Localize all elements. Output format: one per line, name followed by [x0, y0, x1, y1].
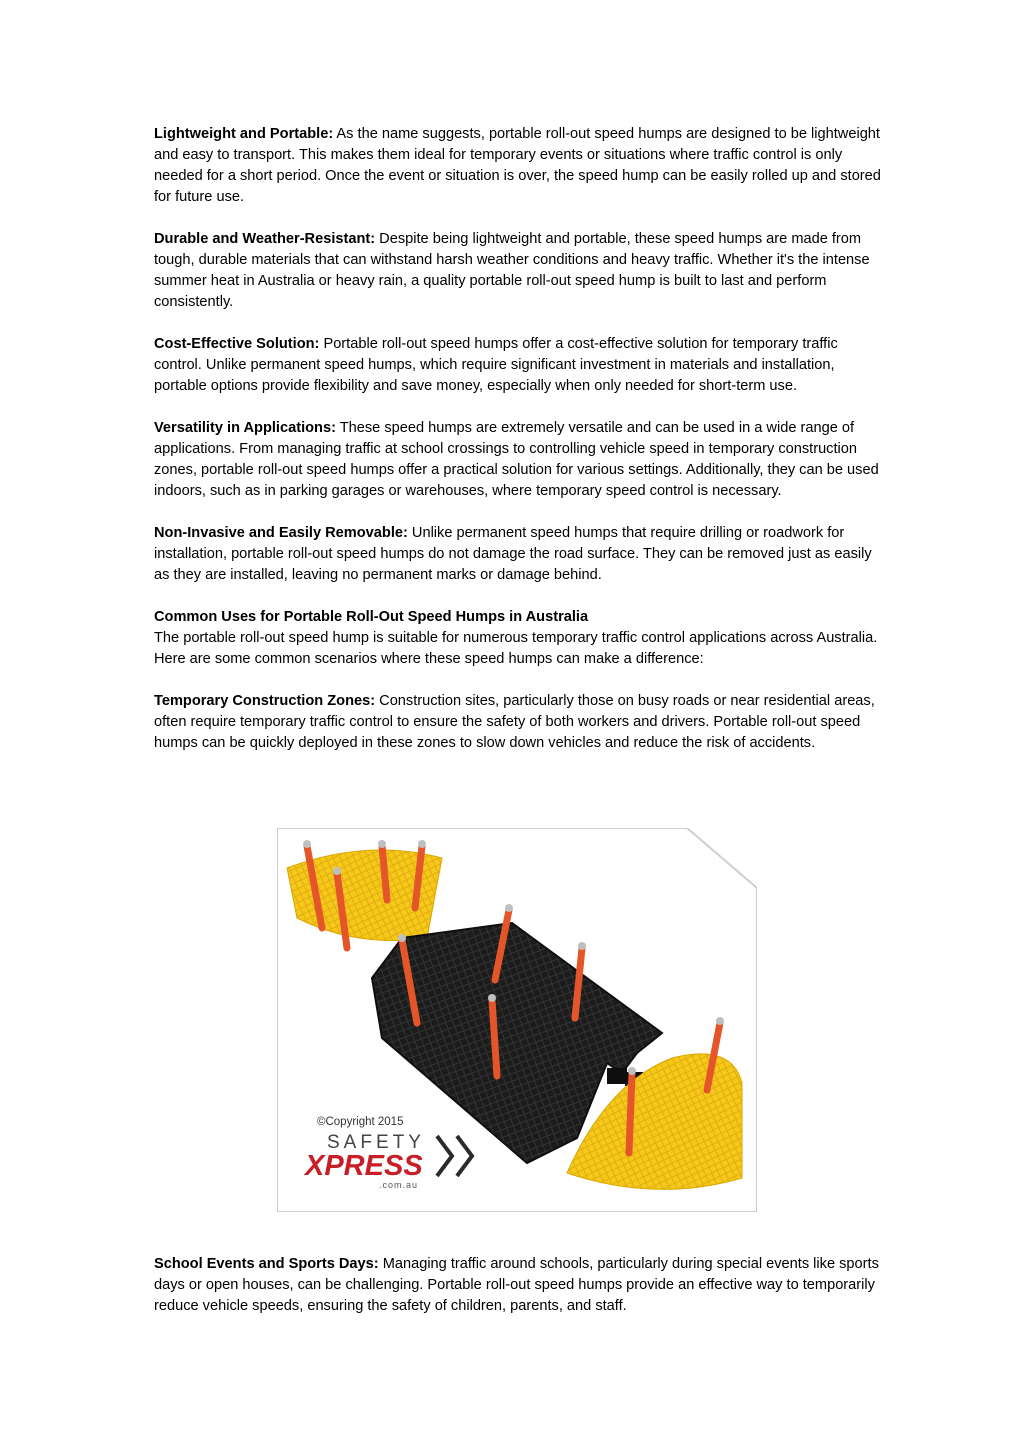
top-text-block [154, 124, 884, 775]
paragraph-heading: Non-Invasive and Easily Removable: [154, 525, 408, 541]
paragraph-non-invasive [154, 523, 884, 586]
brand-logo-top: SAFETY [327, 1132, 425, 1153]
paragraph-durable [154, 229, 884, 313]
paragraph-body: Portable roll-out speed humps offer a cost-effective solution for temporary traffic control. Unlike permanent speed humps, which require significant investment in materials and installation, portable options provide flexibility and save money, especially when only needed for short-term use. [154, 336, 838, 394]
product-photo [277, 828, 757, 1212]
paragraph-construction [154, 691, 884, 754]
connector-tab [607, 1068, 627, 1084]
copyright-text: ©Copyright 2015 [317, 1116, 404, 1128]
paragraph-body: Managing traffic around schools, particularly during special events like sports days or open houses, can be challenging. Portable roll-out speed humps provide an effective way to temporarily reduce vehicle speeds, ensuring the safety of children, parents, and staff. [154, 1256, 879, 1314]
paragraph-school-events [154, 1254, 884, 1317]
paragraph-body: These speed humps are extremely versatile and can be used in a wide range of applications. From managing traffic at school crossings to controlling vehicle speed in temporary construction zones, portable roll-out speed humps offer a practical solution for various settings. Additionally, they can be used indoors, such as in parking garages or warehouses, where temporary speed control is necessary. [154, 420, 879, 499]
paragraph-body: As the name suggests, portable roll-out speed humps are designed to be lightweight and easy to transport. This makes them ideal for temporary events or situations where traffic control is only needed for a short period. Once the event or situation is over, the speed hump can be easily rolled up and stored for future use. [154, 126, 881, 205]
section-intro: The portable roll-out speed hump is suitable for numerous temporary traffic control applications across Australia. Here are some common scenarios where these speed humps can make a difference: [154, 630, 878, 667]
paragraph-cost-effective [154, 334, 884, 397]
paragraph-heading: Cost-Effective Solution: [154, 336, 320, 352]
paragraph-heading: Versatility in Applications: [154, 420, 336, 436]
section-heading-text: Common Uses for Portable Roll-Out Speed Humps in Australia [154, 609, 589, 625]
brand-logo-main: XPRESS [305, 1150, 423, 1182]
section-heading [154, 607, 884, 628]
paragraph-body: Construction sites, particularly those on busy roads or near residential areas, often require temporary traffic control to ensure the safety of both workers and drivers. Portable roll-out speed humps can be quickly deployed in these zones to slow down vehicles and reduce the risk of accidents. [154, 693, 875, 751]
paragraph-heading: Durable and Weather-Resistant: [154, 231, 376, 247]
paragraph-heading: Lightweight and Portable: [154, 126, 334, 142]
brand-logo-sub: .com.au [379, 1180, 419, 1190]
paragraph-lightweight [154, 124, 884, 208]
paragraph-heading: Temporary Construction Zones: [154, 693, 376, 709]
paragraph-body: Unlike permanent speed humps that require drilling or roadwork for installation, portable roll-out speed humps do not damage the road surface. They can be removed just as easily as they are installed, leaving no permanent marks or damage behind. [154, 525, 872, 583]
bottom-text-block [154, 1254, 884, 1338]
paragraph-body: Despite being lightweight and portable, these speed humps are made from tough, durable materials that can withstand harsh weather conditions and heavy traffic. Whether it's the intense summer heat in Australia or heavy rain, a quality portable roll-out speed hump is built to last and perform consistently. [154, 231, 870, 310]
paragraph-heading: School Events and Sports Days: [154, 1256, 379, 1272]
paragraph-versatility [154, 418, 884, 502]
